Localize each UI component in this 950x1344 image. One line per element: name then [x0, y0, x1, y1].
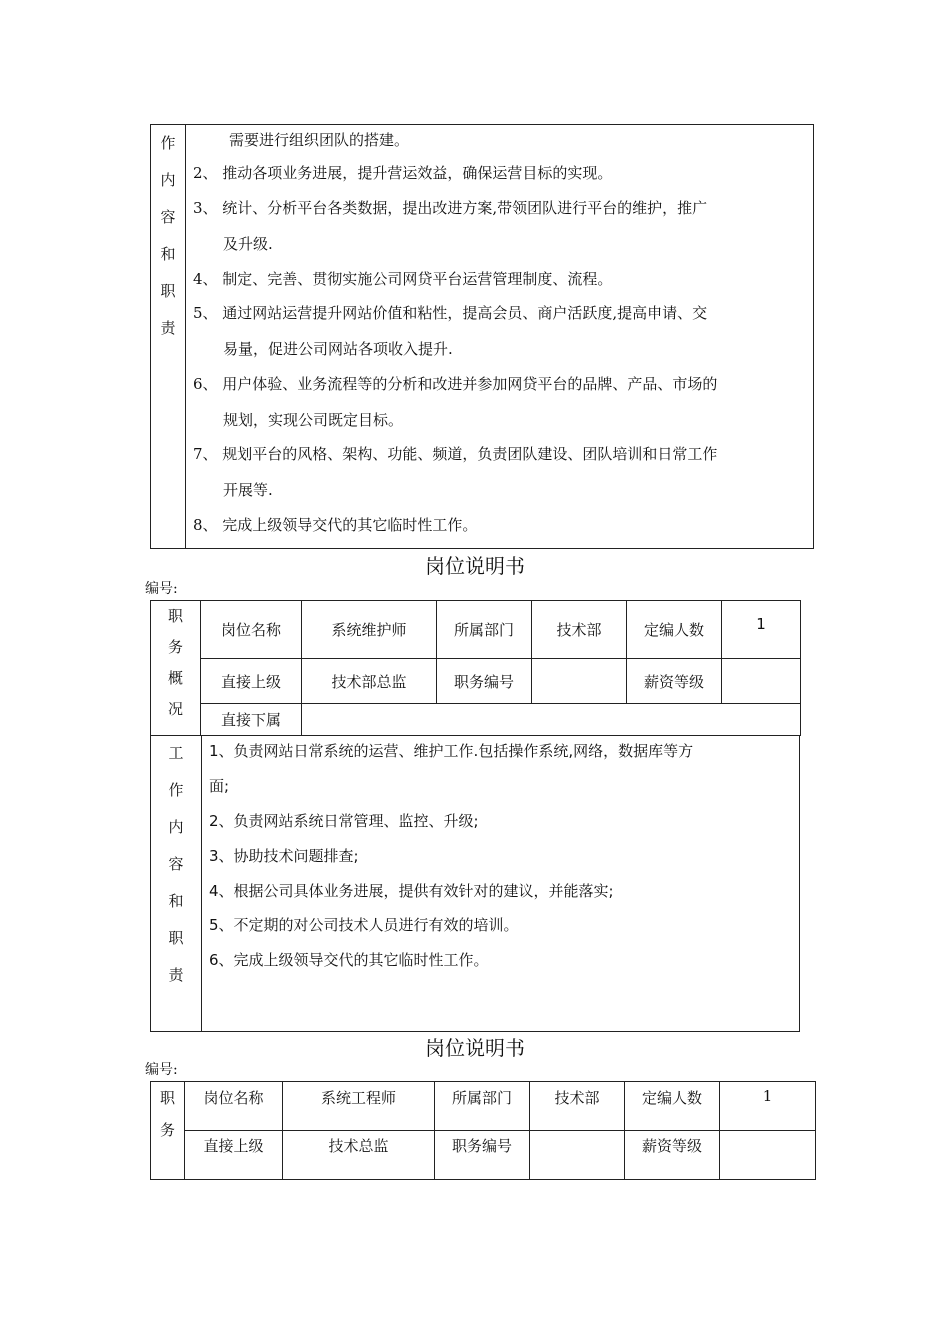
job-code-value: [530, 1131, 625, 1180]
duty-line: 5、 通过网站运营提升网站价值和粘性，提高会员、商户活跃度,提高申请、交: [193, 304, 708, 322]
department-value: 技术部: [532, 601, 627, 659]
side-char: 务: [159, 1121, 175, 1139]
section2-duties-table: [150, 735, 800, 1032]
duty-line: 6、 用户体验、业务流程等的分析和改进并参加网贷平台的品牌、产品、市场的: [193, 375, 718, 393]
side-char: 职: [160, 282, 176, 300]
duty-line: 1、负责网站日常系统的运营、维护工作.包括操作系统,网络，数据库等方: [209, 742, 694, 760]
duty-line: 开展等.: [223, 481, 273, 499]
section3-side-cell: [151, 1082, 185, 1180]
salary-grade-value: [722, 659, 801, 704]
section2-title: 岗位说明书: [425, 554, 525, 578]
job-code-label: 职务编号: [435, 1131, 530, 1180]
duty-line: 7、 规划平台的风格、架构、功能、频道，负责团队建设、团队培训和日常工作: [193, 445, 718, 463]
headcount-label: 定编人数: [627, 601, 722, 659]
department-label: 所属部门: [435, 1082, 530, 1131]
duty-line: 5、不定期的对公司技术人员进行有效的培训。: [209, 916, 519, 934]
section1-side-column: [151, 125, 186, 548]
side-char: 和: [168, 892, 184, 910]
side-char: 况: [167, 700, 183, 718]
salary-grade-value: [720, 1131, 816, 1180]
side-char: 责: [168, 966, 184, 984]
section1-content: [185, 125, 813, 548]
section3-overview-table: [150, 1081, 816, 1180]
side-char: 责: [160, 319, 176, 337]
side-char: 内: [168, 818, 184, 836]
department-value: 技术部: [530, 1082, 625, 1131]
duties-content: [201, 735, 799, 1031]
duty-line: 4、根据公司具体业务进展，提供有效针对的建议，并能落实;: [209, 882, 614, 900]
side-char: 作: [160, 134, 176, 152]
subordinate-label: 直接下属: [201, 704, 302, 736]
duty-line: 面;: [209, 777, 230, 795]
section3-title: 岗位说明书: [425, 1036, 525, 1060]
duties-side-column: [151, 735, 202, 1031]
duty-line: 易量，促进公司网站各项收入提升.: [223, 340, 453, 358]
duty-line: 8、 完成上级领导交代的其它临时性工作。: [193, 516, 478, 534]
section3-code-label: 编号:: [145, 1062, 178, 1078]
supervisor-value: 技术总监: [283, 1131, 435, 1180]
duty-line: 3、协助技术问题排查;: [209, 847, 359, 865]
side-char: 和: [160, 245, 176, 263]
side-char: 作: [168, 781, 184, 799]
section2-code-label: 编号:: [145, 581, 178, 597]
salary-grade-label: 薪资等级: [625, 1131, 720, 1180]
job-title-label: 岗位名称: [201, 601, 302, 659]
duty-line: 需要进行组织团队的搭建。: [229, 131, 410, 149]
side-char: 职: [159, 1089, 175, 1107]
duty-line: 6、完成上级领导交代的其它临时性工作。: [209, 951, 489, 969]
section2-overview-table: [150, 600, 801, 736]
duty-line: 2、负责网站系统日常管理、监控、升级;: [209, 812, 479, 830]
headcount-value: 1: [722, 601, 801, 659]
job-code-label: 职务编号: [437, 659, 532, 704]
side-char: 职: [167, 607, 183, 625]
duty-line: 4、 制定、完善、贯彻实施公司网贷平台运营管理制度、流程。: [193, 270, 613, 288]
duty-line: 3、 统计、分析平台各类数据，提出改进方案,带领团队进行平台的维护，推广: [193, 199, 708, 217]
side-char: 容: [160, 208, 176, 226]
job-title-value: 系统工程师: [283, 1082, 435, 1131]
duty-line: 2、 推动各项业务进展，提升营运效益，确保运营目标的实现。: [193, 164, 613, 182]
side-char: 概: [167, 669, 183, 687]
supervisor-label: 直接上级: [201, 659, 302, 704]
duty-line: 规划，实现公司既定目标。: [223, 411, 404, 429]
supervisor-value: 技术部总监: [302, 659, 437, 704]
department-label: 所属部门: [437, 601, 532, 659]
headcount-value: 1: [720, 1082, 816, 1131]
side-char: 工: [168, 744, 184, 762]
overview-label-cell: [151, 601, 201, 736]
side-char: 容: [168, 855, 184, 873]
subordinate-value: [302, 704, 801, 736]
side-char: 务: [167, 638, 183, 656]
job-title-value: 系统维护师: [302, 601, 437, 659]
section1-table: [150, 124, 814, 549]
salary-grade-label: 薪资等级: [627, 659, 722, 704]
job-title-label: 岗位名称: [185, 1082, 283, 1131]
supervisor-label: 直接上级: [185, 1131, 283, 1180]
side-char: 职: [168, 929, 184, 947]
job-code-value: [532, 659, 627, 704]
duty-line: 及升级.: [223, 235, 273, 253]
side-char: 内: [160, 171, 176, 189]
headcount-label: 定编人数: [625, 1082, 720, 1131]
